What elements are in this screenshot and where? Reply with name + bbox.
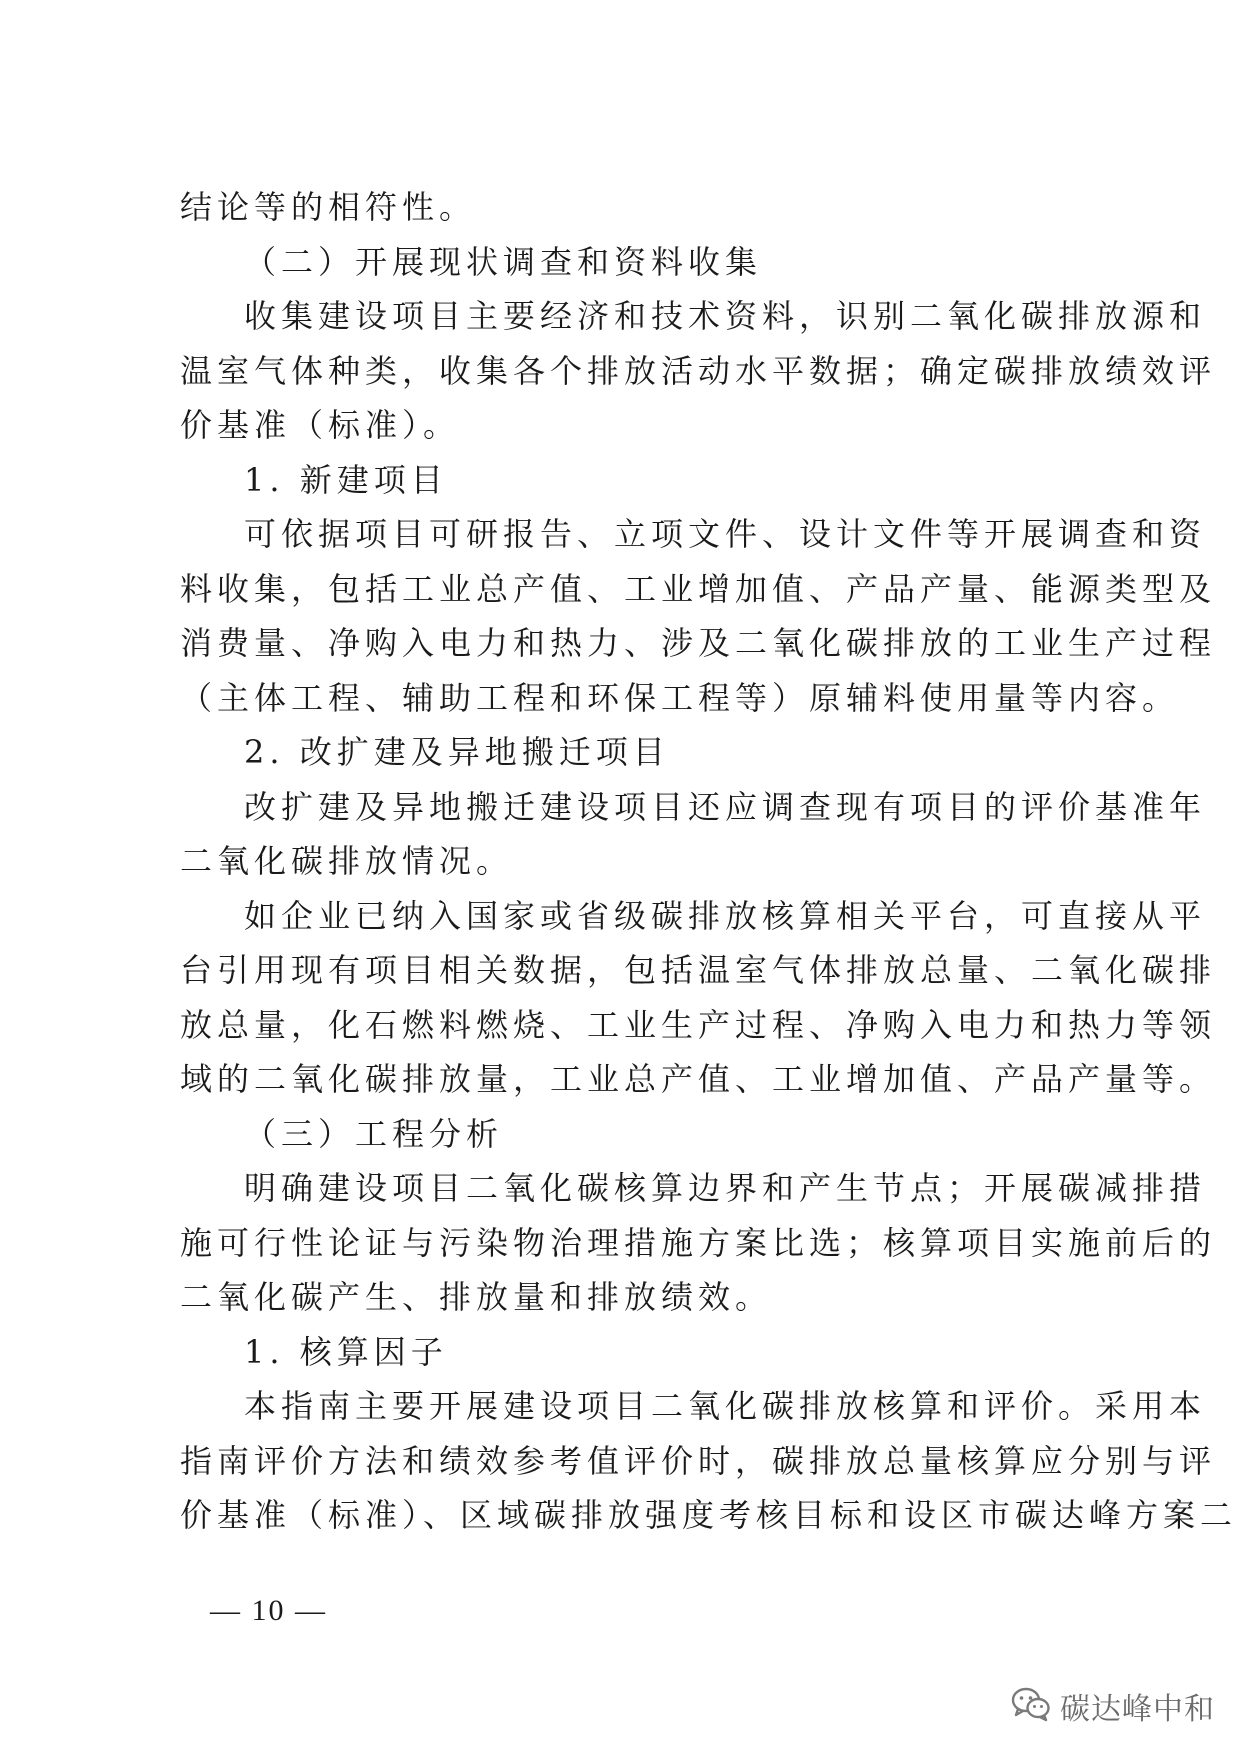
- subsection-heading: 1. 核算因子: [244, 1332, 448, 1371]
- text-line: 二氧化碳排放情况。: [180, 842, 514, 880]
- wechat-icon: [1010, 1686, 1052, 1726]
- text-line: 可依据项目可研报告、立项文件、设计文件等开展调查和资: [244, 515, 1207, 553]
- document-body: [180, 180, 1238, 1543]
- text-line: 台引用现有项目相关数据，包括温室气体排放总量、二氧化碳排: [180, 951, 1217, 989]
- text-line: 温室气体种类，收集各个排放活动水平数据；确定碳排放绩效评: [180, 351, 1217, 390]
- subsection-heading: 2. 改扩建及异地搬迁项目: [244, 733, 670, 771]
- text-line: 价基准（标准）、区域碳排放强度考核目标和设区市碳达峰方案二: [180, 1496, 1238, 1534]
- text-line: （主体工程、辅助工程和环保工程等）原辅料使用量等内容。: [180, 678, 1180, 717]
- page-number: — 10 —: [210, 1594, 327, 1627]
- section-heading: （三）工程分析: [244, 1114, 504, 1153]
- text-line: 二氧化碳产生、排放量和排放绩效。: [180, 1278, 773, 1316]
- text-line: 明确建设项目二氧化碳核算边界和产生节点；开展碳减排措: [244, 1169, 1207, 1207]
- watermark-text: 碳达峰中和: [1060, 1692, 1215, 1727]
- text-line: 本指南主要开展建设项目二氧化碳排放核算和评价。采用本: [244, 1387, 1207, 1425]
- text-line: 料收集，包括工业总产值、工业增加值、产品产量、能源类型及: [180, 569, 1217, 608]
- text-line: 消费量、净购入电力和热力、涉及二氧化碳排放的工业生产过程: [180, 624, 1217, 662]
- text-line: 放总量，化石燃料燃烧、工业生产过程、净购入电力和热力等领: [180, 1005, 1217, 1044]
- text-line: 收集建设项目主要经济和技术资料，识别二氧化碳排放源和: [244, 297, 1207, 335]
- text-line: 价基准（标准）。: [180, 406, 461, 444]
- text-line: 施可行性论证与污染物治理措施方案比选；核算项目实施前后的: [180, 1223, 1217, 1262]
- text-line: 结论等的相符性。: [180, 188, 477, 226]
- subsection-heading: 1. 新建项目: [244, 460, 448, 499]
- section-heading: （二）开展现状调查和资料收集: [244, 242, 763, 281]
- text-line: 域的二氧化碳排放量，工业总产值、工业增加值、产品产量等。: [180, 1060, 1217, 1098]
- text-line: 如企业已纳入国家或省级碳排放核算相关平台，可直接从平: [244, 896, 1207, 935]
- text-line: 指南评价方法和绩效参考值评价时，碳排放总量核算应分别与评: [180, 1441, 1217, 1480]
- watermark: [1010, 1682, 1220, 1730]
- text-line: 改扩建及异地搬迁建设项目还应调查现有项目的评价基准年: [244, 787, 1207, 826]
